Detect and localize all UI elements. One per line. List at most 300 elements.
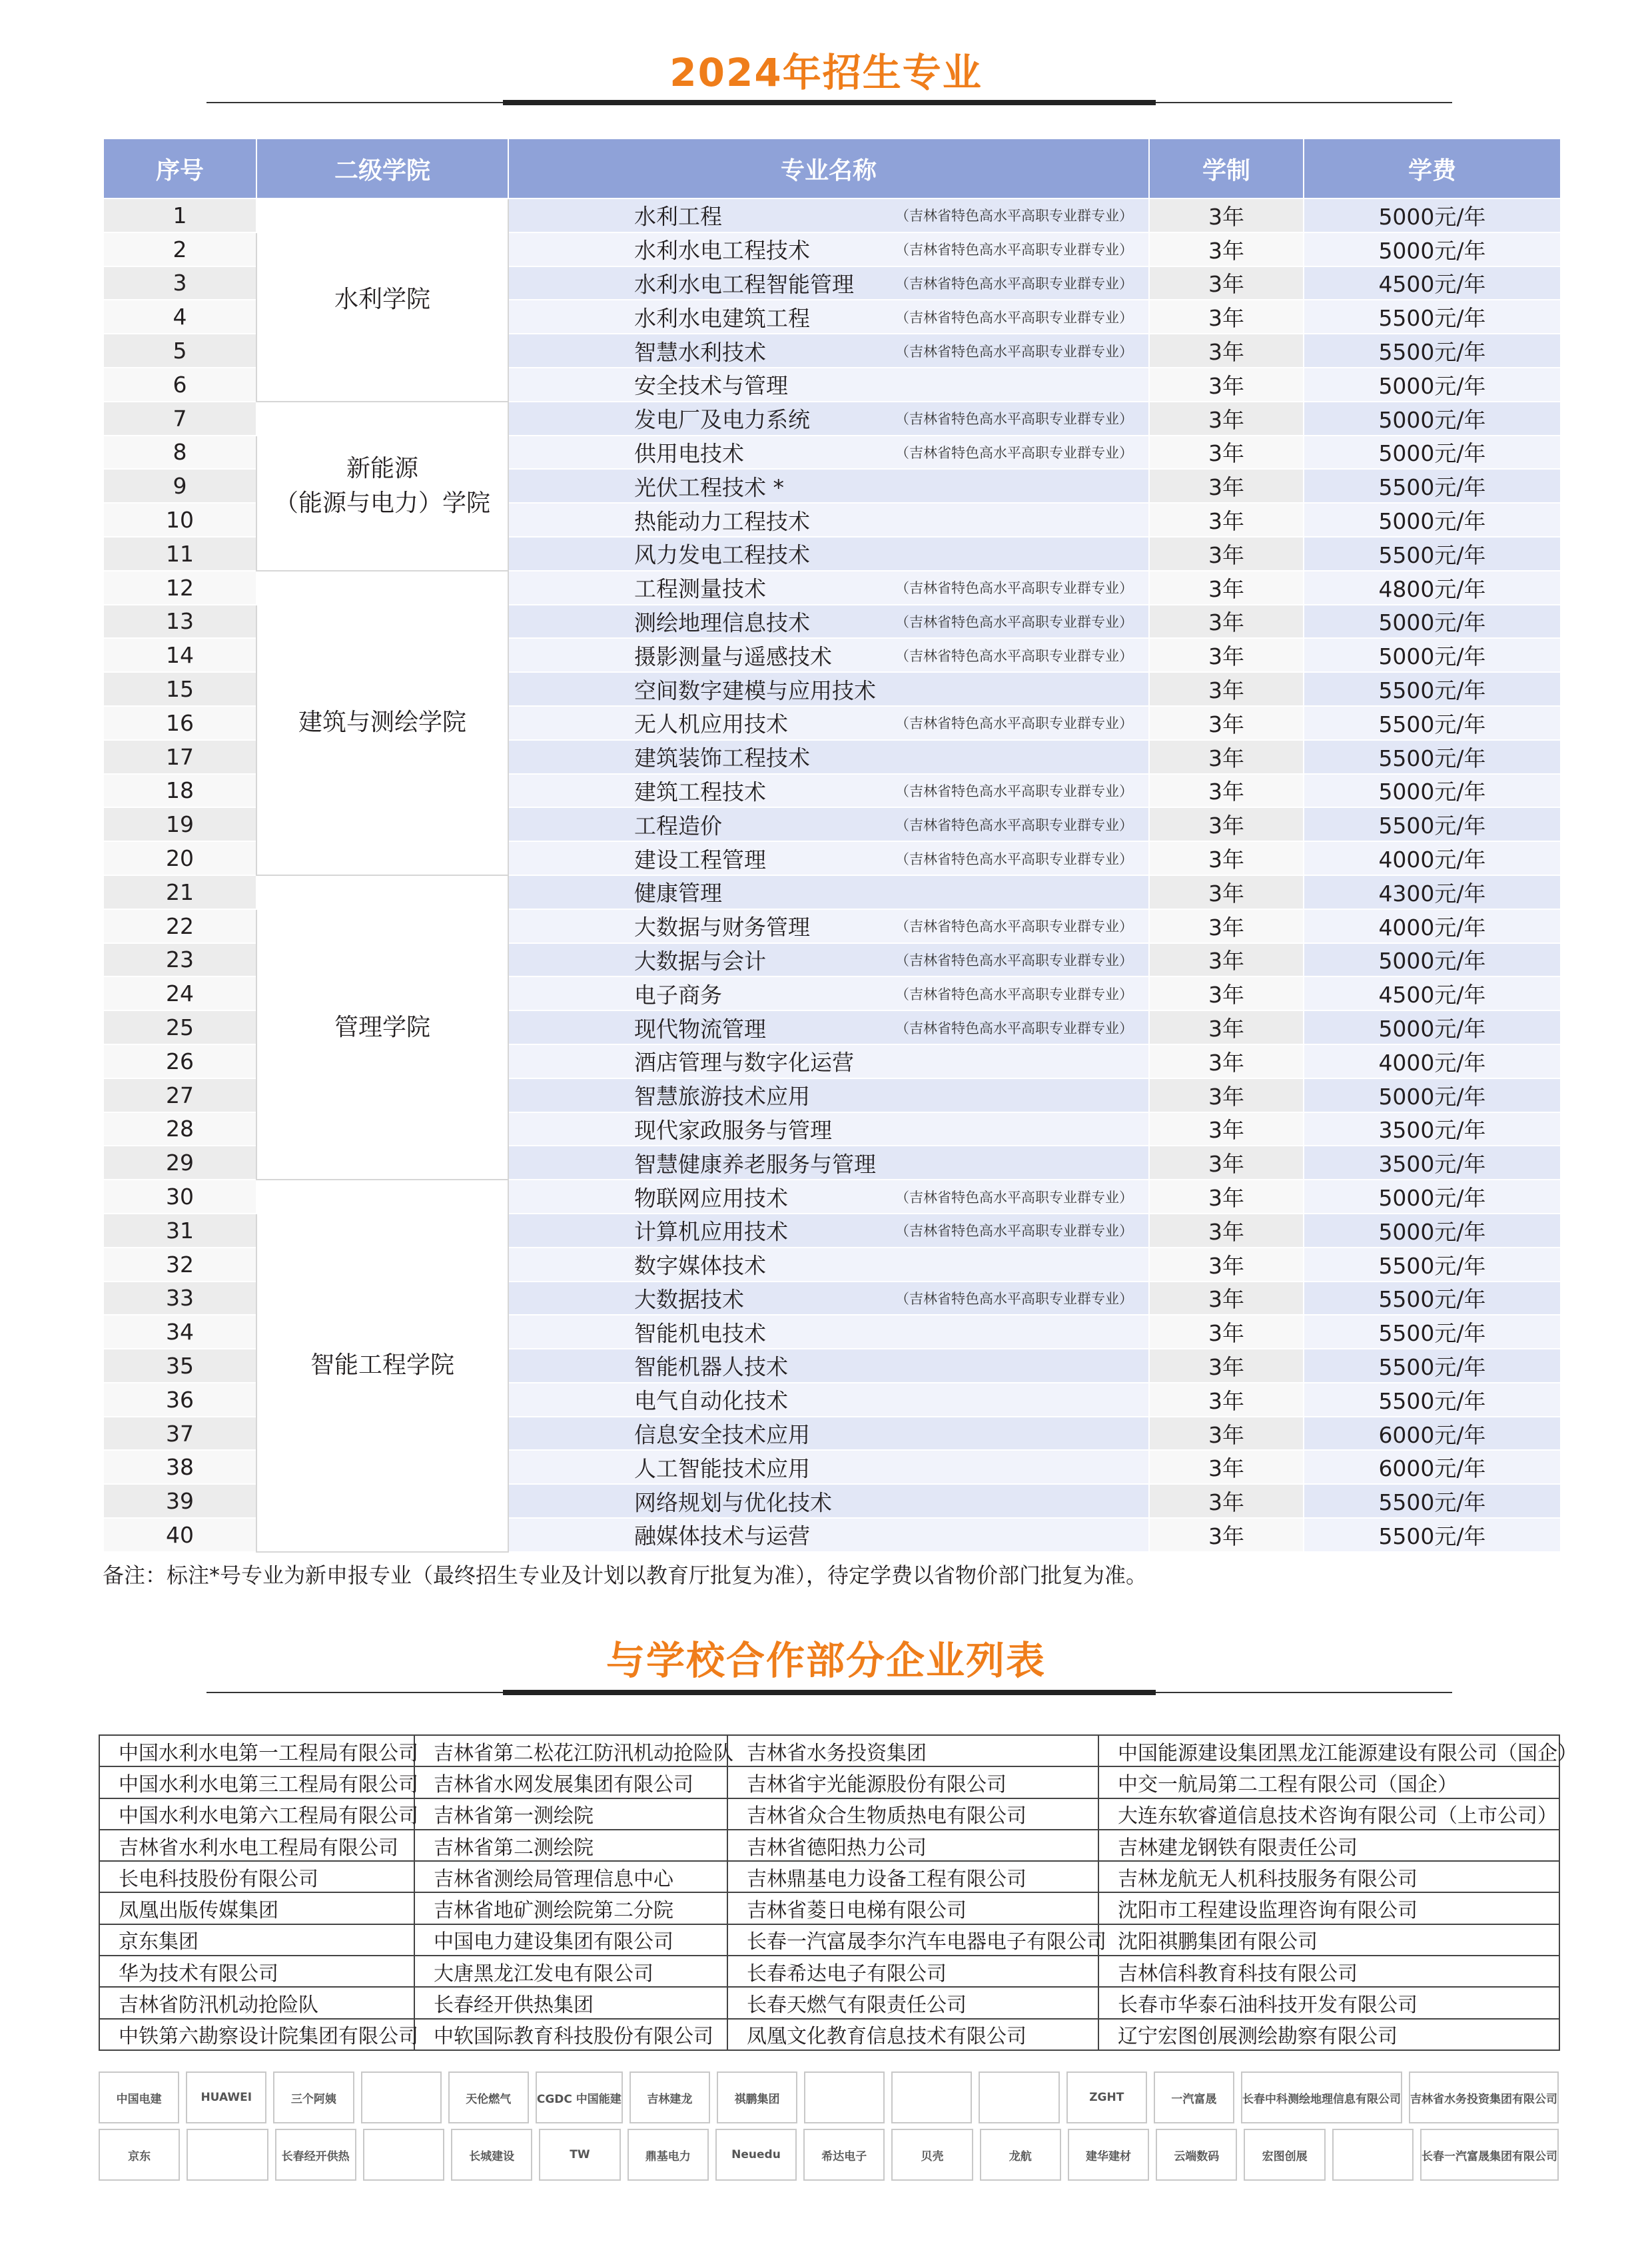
company-logo: 长春中科测绘地理信息有限公司 [1241, 2071, 1402, 2123]
major-tag: （吉林省特色高水平高职专业群专业） [895, 580, 1133, 597]
partner-company: 吉林省水网发展集团有限公司 [414, 1766, 727, 1798]
major-name: 人工智能技术应用 [634, 1455, 810, 1482]
major-tag: （吉林省特色高水平高职专业群专业） [895, 208, 1133, 224]
major-duration: 3年 [1149, 537, 1304, 571]
major-name-cell [508, 841, 1149, 875]
major-name-cell [508, 1417, 1149, 1451]
major-duration: 3年 [1149, 1282, 1304, 1315]
company-logo: ZGHT [1066, 2071, 1147, 2123]
company-logo: Neuedu [715, 2129, 797, 2181]
header-major-name: 专业名称 [508, 139, 1149, 198]
major-name-cell [508, 672, 1149, 706]
major-row [103, 198, 1561, 232]
partner-row [99, 1830, 1559, 1861]
major-duration: 3年 [1149, 469, 1304, 503]
major-number: 40 [103, 1518, 256, 1552]
major-name-cell [508, 537, 1149, 571]
company-logo: 云端数码 [1156, 2129, 1237, 2181]
major-name: 酒店管理与数字化运营 [634, 1049, 854, 1076]
header-duration: 学制 [1149, 139, 1304, 198]
major-tuition: 5000元/年 [1304, 1214, 1561, 1248]
company-logo: 长城建设 [451, 2129, 532, 2181]
major-name-cell [508, 334, 1149, 368]
major-name-cell [508, 638, 1149, 672]
partner-company: 大唐黑龙江发电有限公司 [414, 1956, 727, 1987]
partner-company: 中软国际教育科技股份有限公司 [414, 2019, 727, 2050]
major-number: 21 [103, 875, 256, 909]
major-tuition: 4000元/年 [1304, 909, 1561, 943]
major-duration: 3年 [1149, 300, 1304, 334]
major-name-cell [508, 1146, 1149, 1180]
partners-title: 与学校合作部分企业列表 [606, 1638, 1046, 1683]
major-tag: （吉林省特色高水平高职专业群专业） [895, 919, 1133, 935]
major-name-cell [508, 909, 1149, 943]
major-number: 20 [103, 841, 256, 875]
major-tuition: 5000元/年 [1304, 368, 1561, 402]
partner-company: 吉林鼎基电力设备工程有限公司 [727, 1861, 1098, 1892]
major-number: 33 [103, 1282, 256, 1315]
major-tag: （吉林省特色高水平高职专业群专业） [895, 647, 1133, 664]
major-tuition: 3500元/年 [1304, 1112, 1561, 1146]
major-number: 27 [103, 1078, 256, 1112]
major-number: 8 [103, 436, 256, 470]
major-duration: 3年 [1149, 909, 1304, 943]
major-tuition: 5000元/年 [1304, 605, 1561, 639]
college-name [256, 875, 508, 1180]
major-name: 大数据技术 [634, 1286, 744, 1313]
partner-company: 吉林龙航无人机科技服务有限公司 [1098, 1861, 1559, 1892]
partner-row [99, 1861, 1559, 1892]
major-duration: 3年 [1149, 1518, 1304, 1552]
major-duration: 3年 [1149, 436, 1304, 470]
major-tuition: 5500元/年 [1304, 740, 1561, 774]
major-name-cell [508, 1282, 1149, 1315]
major-tuition: 5000元/年 [1304, 1078, 1561, 1112]
major-name: 供用电技术 [634, 440, 744, 467]
major-name-cell [508, 300, 1149, 334]
major-number: 29 [103, 1146, 256, 1180]
partner-company: 吉林建龙钢铁有限责任公司 [1098, 1830, 1559, 1861]
major-name-cell [508, 503, 1149, 537]
major-number: 5 [103, 334, 256, 368]
major-name-cell [508, 1214, 1149, 1248]
major-tag: （吉林省特色高水平高职专业群专业） [895, 275, 1133, 292]
college-name [256, 402, 508, 571]
major-number: 26 [103, 1044, 256, 1078]
company-logo: 中国电建 [99, 2071, 179, 2123]
major-tuition: 5500元/年 [1304, 300, 1561, 334]
partner-company: 京东集团 [99, 1924, 414, 1956]
company-logo: 希达电子 [803, 2129, 885, 2181]
major-row [103, 1180, 1561, 1214]
major-name: 大数据与财务管理 [634, 914, 810, 940]
company-logo: 天伦燃气 [448, 2071, 529, 2123]
major-name-cell [508, 1044, 1149, 1078]
majors-title: 2024年招生专业 [669, 50, 983, 95]
major-duration: 3年 [1149, 638, 1304, 672]
partner-company: 吉林省第二松花江防汛机动抢险队 [414, 1735, 727, 1766]
major-name: 无人机应用技术 [634, 711, 788, 737]
major-tuition: 5500元/年 [1304, 469, 1561, 503]
major-tag: （吉林省特色高水平高职专业群专业） [895, 444, 1133, 461]
partner-row [99, 1766, 1559, 1798]
major-number: 7 [103, 402, 256, 436]
major-name: 信息安全技术应用 [634, 1421, 810, 1448]
major-number: 3 [103, 266, 256, 300]
major-duration: 3年 [1149, 368, 1304, 402]
partner-row [99, 1956, 1559, 1987]
major-duration: 3年 [1149, 1214, 1304, 1248]
partner-company: 中国电力建设集团有限公司 [414, 1924, 727, 1956]
major-name: 智慧水利技术 [634, 339, 766, 366]
major-tag: （吉林省特色高水平高职专业群专业） [895, 1020, 1133, 1036]
major-duration: 3年 [1149, 1044, 1304, 1078]
major-tuition: 5500元/年 [1304, 1484, 1561, 1518]
major-tuition: 5000元/年 [1304, 402, 1561, 436]
partner-company: 华为技术有限公司 [99, 1956, 414, 1987]
major-name-cell [508, 266, 1149, 300]
major-duration: 3年 [1149, 1180, 1304, 1214]
major-number: 32 [103, 1248, 256, 1282]
logo-row [99, 2071, 1559, 2123]
partner-company: 吉林省菱日电梯有限公司 [727, 1892, 1098, 1924]
partner-company: 凤凰文化教育信息技术有限公司 [727, 2019, 1098, 2050]
major-name: 摄影测量与遥感技术 [634, 643, 832, 670]
major-duration: 3年 [1149, 807, 1304, 841]
company-logo: 吉林省水务投资集团有限公司 [1409, 2071, 1559, 2123]
partner-company: 长春一汽富晟李尔汽车电器电子有限公司 [727, 1924, 1098, 1956]
major-name-cell [508, 774, 1149, 808]
major-tag: （吉林省特色高水平高职专业群专业） [895, 613, 1133, 630]
major-number: 18 [103, 774, 256, 808]
major-tag: （吉林省特色高水平高职专业群专业） [895, 1223, 1133, 1240]
major-name-cell [508, 1180, 1149, 1214]
major-tuition: 5500元/年 [1304, 1315, 1561, 1349]
partner-company: 吉林省地矿测绘院第二分院 [414, 1892, 727, 1924]
partner-company: 吉林省众合生物质热电有限公司 [727, 1798, 1098, 1830]
company-logo [979, 2071, 1059, 2123]
major-duration: 3年 [1149, 943, 1304, 977]
major-tuition: 5500元/年 [1304, 1349, 1561, 1383]
major-name-cell [508, 1518, 1149, 1552]
major-tuition: 5000元/年 [1304, 436, 1561, 470]
major-name: 智慧旅游技术应用 [634, 1083, 810, 1110]
major-duration: 3年 [1149, 232, 1304, 266]
major-duration: 3年 [1149, 1112, 1304, 1146]
major-name: 工程测量技术 [634, 575, 766, 602]
major-number: 25 [103, 1010, 256, 1044]
major-number: 17 [103, 740, 256, 774]
major-duration: 3年 [1149, 1484, 1304, 1518]
major-name: 数字媒体技术 [634, 1252, 766, 1279]
company-logo: 长春经开供热 [275, 2129, 356, 2181]
major-name: 水利水电工程智能管理 [634, 271, 854, 298]
company-logo: 三个阿姨 [273, 2071, 354, 2123]
major-name-cell [508, 1450, 1149, 1484]
partner-company: 长春希达电子有限公司 [727, 1956, 1098, 1987]
major-number: 13 [103, 605, 256, 639]
major-number: 28 [103, 1112, 256, 1146]
major-tag: （吉林省特色高水平高职专业群专业） [895, 952, 1133, 968]
company-logo [363, 2129, 444, 2181]
major-tuition: 6000元/年 [1304, 1450, 1561, 1484]
partner-company: 凤凰出版传媒集团 [99, 1892, 414, 1924]
major-tuition: 5000元/年 [1304, 1010, 1561, 1044]
college-name-line: 新能源 [346, 454, 418, 482]
company-logo: CGDC 中国能建 [536, 2071, 623, 2123]
partner-company: 吉林省德阳热力公司 [727, 1830, 1098, 1861]
major-name-cell [508, 1349, 1149, 1383]
major-tuition: 5000元/年 [1304, 1180, 1561, 1214]
major-name-cell [508, 875, 1149, 909]
header-number: 序号 [103, 139, 256, 198]
partner-company: 吉林省第一测绘院 [414, 1798, 727, 1830]
major-number: 16 [103, 706, 256, 740]
major-name-cell [508, 1315, 1149, 1349]
major-duration: 3年 [1149, 672, 1304, 706]
major-name: 计算机应用技术 [634, 1218, 788, 1245]
company-logo: 祺鹏集团 [717, 2071, 797, 2123]
company-logo: HUAWEI [186, 2071, 266, 2123]
partner-company: 中国水利水电第六工程局有限公司 [99, 1798, 414, 1830]
major-number: 38 [103, 1450, 256, 1484]
company-logo [891, 2071, 972, 2123]
partner-logos [99, 2071, 1559, 2186]
major-name-cell [508, 740, 1149, 774]
majors-table [103, 138, 1561, 1553]
major-number: 11 [103, 537, 256, 571]
partner-row [99, 1924, 1559, 1956]
logo-row [99, 2129, 1559, 2181]
major-tag: （吉林省特色高水平高职专业群专业） [895, 851, 1133, 867]
major-tuition: 5500元/年 [1304, 807, 1561, 841]
college-name [256, 198, 508, 402]
major-number: 34 [103, 1315, 256, 1349]
major-row [103, 402, 1561, 436]
college-name [256, 571, 508, 875]
partner-company: 吉林信科教育科技有限公司 [1098, 1956, 1559, 1987]
company-logo: 贝壳 [891, 2129, 973, 2181]
major-duration: 3年 [1149, 503, 1304, 537]
major-tag: （吉林省特色高水平高职专业群专业） [895, 309, 1133, 326]
major-number: 4 [103, 300, 256, 334]
major-tuition: 4500元/年 [1304, 976, 1561, 1010]
major-name-cell [508, 571, 1149, 605]
company-logo [804, 2071, 885, 2123]
major-tag: （吉林省特色高水平高职专业群专业） [895, 817, 1133, 833]
partner-company: 沈阳祺鹏集团有限公司 [1098, 1924, 1559, 1956]
footnote: 备注：标注*号专业为新申报专业（最终招生专业及计划以教育厅批复为准），待定学费以省物价部门批复为准。 [103, 1563, 1148, 1588]
major-duration: 3年 [1149, 266, 1304, 300]
major-tuition: 5000元/年 [1304, 638, 1561, 672]
major-tuition: 4300元/年 [1304, 875, 1561, 909]
major-name: 热能动力工程技术 [634, 508, 810, 535]
college-name-line: 智能工程学院 [310, 1351, 454, 1379]
major-tag: （吉林省特色高水平高职专业群专业） [895, 1290, 1133, 1307]
major-name-cell [508, 1010, 1149, 1044]
major-name: 建筑装饰工程技术 [634, 745, 810, 771]
major-duration: 3年 [1149, 1349, 1304, 1383]
major-name: 大数据与会计 [634, 948, 766, 974]
major-tag: （吉林省特色高水平高职专业群专业） [895, 242, 1133, 258]
major-name-cell [508, 436, 1149, 470]
major-number: 39 [103, 1484, 256, 1518]
college-name-line: 建筑与测绘学院 [298, 709, 466, 737]
partner-company: 长春经开供热集团 [414, 1987, 727, 2018]
major-tuition: 5000元/年 [1304, 943, 1561, 977]
partner-row [99, 2019, 1559, 2050]
major-number: 1 [103, 198, 256, 232]
major-name: 现代家政服务与管理 [634, 1117, 832, 1144]
major-name: 水利工程 [634, 203, 722, 230]
company-logo: 龙航 [980, 2129, 1061, 2181]
major-name-cell [508, 368, 1149, 402]
partner-company: 长电科技股份有限公司 [99, 1861, 414, 1892]
major-name: 建设工程管理 [634, 847, 766, 873]
major-tuition: 5500元/年 [1304, 537, 1561, 571]
major-name-cell [508, 1248, 1149, 1282]
partner-row [99, 1892, 1559, 1924]
major-tag: （吉林省特色高水平高职专业群专业） [895, 343, 1133, 360]
major-number: 22 [103, 909, 256, 943]
company-logo: 宏图创展 [1244, 2129, 1325, 2181]
major-tuition: 5000元/年 [1304, 503, 1561, 537]
partner-company: 中铁第六勘察设计院集团有限公司 [99, 2019, 414, 2050]
major-name-cell [508, 976, 1149, 1010]
major-duration: 3年 [1149, 1450, 1304, 1484]
major-tag: （吉林省特色高水平高职专业群专业） [895, 1189, 1133, 1206]
major-name: 水利水电建筑工程 [634, 305, 810, 332]
major-name-cell [508, 1383, 1149, 1417]
major-duration: 3年 [1149, 875, 1304, 909]
major-number: 24 [103, 976, 256, 1010]
major-number: 19 [103, 807, 256, 841]
college-name [256, 1180, 508, 1552]
major-tuition: 5500元/年 [1304, 706, 1561, 740]
major-number: 9 [103, 469, 256, 503]
college-name-line: （能源与电力）学院 [274, 489, 490, 517]
major-tuition: 3500元/年 [1304, 1146, 1561, 1180]
partner-company: 中国水利水电第一工程局有限公司 [99, 1735, 414, 1766]
major-duration: 3年 [1149, 774, 1304, 808]
major-number: 14 [103, 638, 256, 672]
major-name: 光伏工程技术 * [634, 474, 784, 501]
major-name-cell [508, 1484, 1149, 1518]
major-name: 健康管理 [634, 880, 722, 907]
major-duration: 3年 [1149, 841, 1304, 875]
partner-company: 吉林省宇光能源股份有限公司 [727, 1766, 1098, 1798]
company-logo [1332, 2129, 1414, 2181]
major-duration: 3年 [1149, 402, 1304, 436]
major-name-cell [508, 232, 1149, 266]
company-logo: 吉林建龙 [629, 2071, 710, 2123]
partner-row [99, 1798, 1559, 1830]
major-duration: 3年 [1149, 571, 1304, 605]
major-name: 智能机电技术 [634, 1320, 766, 1347]
major-number: 35 [103, 1349, 256, 1383]
major-number: 10 [103, 503, 256, 537]
major-name: 风力发电工程技术 [634, 542, 810, 568]
major-name: 电子商务 [634, 982, 722, 1008]
major-name-cell [508, 469, 1149, 503]
company-logo: 一汽富晟 [1154, 2071, 1234, 2123]
major-duration: 3年 [1149, 1078, 1304, 1112]
major-name: 发电厂及电力系统 [634, 406, 810, 433]
major-name: 网络规划与优化技术 [634, 1489, 832, 1516]
company-logo: 京东 [99, 2129, 180, 2181]
major-tuition: 5000元/年 [1304, 198, 1561, 232]
major-number: 15 [103, 672, 256, 706]
majors-header-row [103, 139, 1561, 198]
major-name-cell [508, 605, 1149, 639]
major-duration: 3年 [1149, 334, 1304, 368]
company-logo: 建华建材 [1068, 2129, 1149, 2181]
college-name-line: 水利学院 [334, 286, 430, 314]
major-duration: 3年 [1149, 198, 1304, 232]
partner-company: 沈阳市工程建设监理咨询有限公司 [1098, 1892, 1559, 1924]
partner-company: 中交一航局第二工程有限公司（国企） [1098, 1766, 1559, 1798]
major-tuition: 5500元/年 [1304, 672, 1561, 706]
major-tuition: 5500元/年 [1304, 1282, 1561, 1315]
major-name: 水利水电工程技术 [634, 237, 810, 264]
major-tuition: 5500元/年 [1304, 1518, 1561, 1552]
major-name: 电气自动化技术 [634, 1387, 788, 1414]
partner-company: 长春市华泰石油科技开发有限公司 [1098, 1987, 1559, 2018]
major-name-cell [508, 943, 1149, 977]
partner-company: 中国水利水电第三工程局有限公司 [99, 1766, 414, 1798]
major-number: 30 [103, 1180, 256, 1214]
major-tuition: 5000元/年 [1304, 774, 1561, 808]
header-tuition: 学费 [1304, 139, 1561, 198]
partner-company: 辽宁宏图创展测绘勘察有限公司 [1098, 2019, 1559, 2050]
major-tag: （吉林省特色高水平高职专业群专业） [895, 411, 1133, 428]
major-name-cell [508, 706, 1149, 740]
major-tuition: 5000元/年 [1304, 232, 1561, 266]
partner-row [99, 1987, 1559, 2018]
major-tuition: 5500元/年 [1304, 1248, 1561, 1282]
partner-company: 大连东软睿道信息技术咨询有限公司（上市公司） [1098, 1798, 1559, 1830]
partner-company: 吉林省第二测绘院 [414, 1830, 727, 1861]
company-logo [187, 2129, 268, 2181]
company-logo [361, 2071, 442, 2123]
major-number: 23 [103, 943, 256, 977]
major-duration: 3年 [1149, 1383, 1304, 1417]
major-name-cell [508, 807, 1149, 841]
major-name: 智慧健康养老服务与管理 [634, 1151, 876, 1178]
major-name: 测绘地理信息技术 [634, 609, 810, 636]
partner-company: 长春天燃气有限责任公司 [727, 1987, 1098, 2018]
major-tuition: 4000元/年 [1304, 841, 1561, 875]
partner-row [99, 1735, 1559, 1766]
partners-title-underline [206, 1692, 1452, 1693]
major-name: 现代物流管理 [634, 1016, 766, 1042]
partner-company: 吉林省水利水电工程局有限公司 [99, 1830, 414, 1861]
partner-company: 吉林省测绘局管理信息中心 [414, 1861, 727, 1892]
major-name-cell [508, 402, 1149, 436]
major-number: 2 [103, 232, 256, 266]
major-name: 工程造价 [634, 813, 722, 839]
partner-company: 吉林省防汛机动抢险队 [99, 1987, 414, 2018]
header-college: 二级学院 [256, 139, 508, 198]
partner-company: 中国能源建设集团黑龙江能源建设有限公司（国企） [1098, 1735, 1559, 1766]
company-logo: TW [539, 2129, 620, 2181]
major-row [103, 875, 1561, 909]
major-tag: （吉林省特色高水平高职专业群专业） [895, 986, 1133, 1002]
major-duration: 3年 [1149, 740, 1304, 774]
major-number: 12 [103, 571, 256, 605]
major-duration: 3年 [1149, 605, 1304, 639]
major-number: 31 [103, 1214, 256, 1248]
